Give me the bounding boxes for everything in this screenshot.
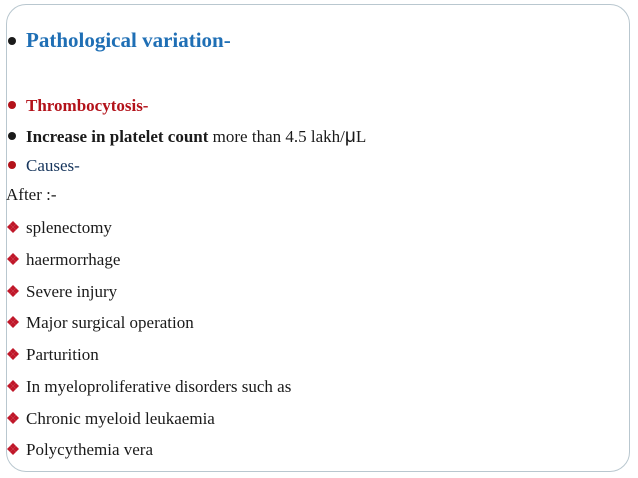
round-bullet-icon	[8, 101, 16, 109]
bullet-thrombocytosis	[8, 96, 148, 116]
round-bullet-icon	[8, 161, 16, 169]
cause-text: Chronic myeloid leukaemia	[26, 409, 215, 428]
diamond-bullet-icon	[6, 252, 20, 266]
unit-suffix: L	[355, 127, 367, 146]
slide-frame	[6, 4, 630, 472]
bullet-platelet-count	[8, 126, 366, 148]
after-label: After :-	[6, 185, 57, 204]
bullet-causes	[8, 156, 80, 176]
page-title: Pathological variation-	[26, 28, 231, 52]
thrombocytosis-heading: Thrombocytosis-	[26, 96, 149, 115]
diamond-bullet-icon	[6, 284, 20, 298]
round-bullet-icon	[8, 132, 16, 140]
cause-text: Parturition	[26, 345, 99, 364]
diamond-bullet-icon	[6, 442, 20, 456]
cause-text: Polycythemia vera	[26, 440, 153, 459]
list-item	[6, 409, 215, 429]
cause-text: splenectomy	[26, 218, 112, 237]
diamond-bullet-icon	[6, 379, 20, 393]
diamond-bullet-icon	[6, 315, 20, 329]
cause-text: Severe injury	[26, 282, 118, 301]
list-item	[6, 377, 291, 397]
cause-text: In myeloproliferative disorders such as	[26, 377, 292, 396]
list-item	[6, 250, 120, 270]
micro-symbol: μ	[344, 126, 356, 147]
list-item	[6, 282, 117, 302]
diamond-bullet-icon	[6, 411, 20, 425]
platelet-count-bold: Increase in platelet count	[26, 127, 209, 146]
diamond-bullet-icon	[6, 220, 20, 234]
cause-text: haermorrhage	[26, 250, 121, 269]
list-item	[6, 345, 99, 365]
list-item	[6, 440, 153, 460]
causes-label: Causes-	[26, 156, 80, 175]
cause-text: Major surgical operation	[26, 313, 194, 332]
list-item	[6, 218, 112, 238]
title-row	[8, 28, 231, 53]
round-bullet-icon	[8, 37, 16, 45]
platelet-count-rest: more than 4.5 lakh/	[208, 127, 345, 146]
list-item	[6, 313, 194, 333]
diamond-bullet-icon	[6, 347, 20, 361]
